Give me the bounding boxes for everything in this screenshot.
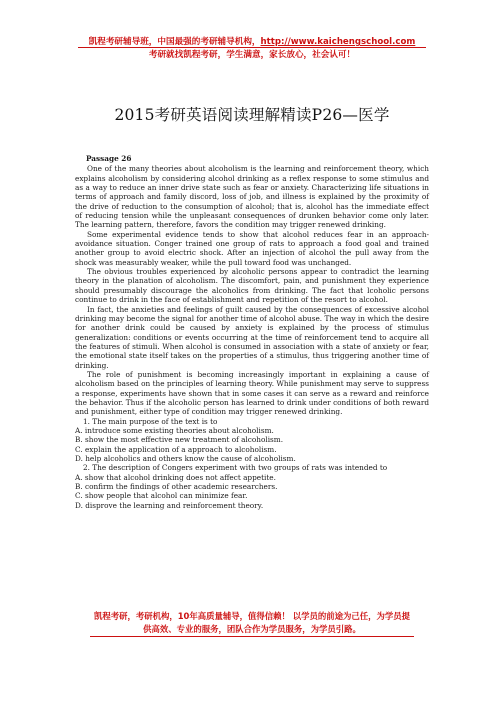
question-2-option-d: D. disprove the learning and reinforcement theory. [75,500,264,510]
question-1-stem: 1. The main purpose of the text is to [83,416,218,426]
paragraph-4: In fact, the anxieties and feelings of guilt caused by the consequences of excessive alcohol drinking may become the signal for another time of alcohol abuse. The way in which the desire for another drink could be caused by anxiety is explained by the process of stimulus generalization: conditions or events occurring at the time of reinforcement tend to acquire all the features of stimuli. When alcohol is consumed in association with a state of anxiety or fear, the emotional state itself takes on the properties of a stimulus, thus triggering another time of drinking. [75,304,429,370]
header-line-2: 考研就找凯程考研，学生满意，家长放心，社会认可！ [148,50,356,60]
paragraph-2: Some experimental evidence tends to show that alcohol reduces fear in an approach-avoidance situation. Conger trained one group of rats to approach a food goal and trained another group to avoid electric shock. After an injection of alcohol the pull away from the shock was measurably weaker, while the pull toward food was unchanged. [75,229,429,267]
paragraph-3: The obvious troubles experienced by alcoholic persons appear to contradict the learning theory in the planation of alcoholism. The discomfort, pain, and punishment they experience should presumably discourage the alcoholics from drinking. The fact that lcoholic persons continue to drink in the face of establishment and repetition of the resort to alcohol. [75,267,429,305]
passage-body [75,154,429,510]
paragraph-5: The role of punishment is becoming increasingly important in explaining a cause of alcoholism based on the principles of learning theory. While punishment may serve to suppress a response, experiments have shown that in some cases it can serve as a reward and reinforce the behavior. Thus if the alcoholic person has learned to drink under conditions of both reward and punishment, either type of condition may trigger renewed drinking. [75,369,429,417]
question-2-option-c: C. show people that alcohol can minimize fear. [75,491,248,501]
header-url-link[interactable]: http://www.kaichengschool.com [260,37,416,47]
header-divider [78,47,426,48]
question-2-option-a: A. show that alcohol drinking does not affect appetite. [75,472,276,482]
footer-line-1: 凯程考研，考研机构，10年高质量辅导，值得信赖！ 以学员的前途为己任，为学员提 [93,611,411,621]
question-2-stem: 2. The description of Congers experiment with two groups of rats was intended to [83,463,388,473]
question-1-option-d: D. help alcoholics and others know the cause of alcoholism. [75,454,296,463]
passage-heading: Passage 26 [86,154,132,163]
footer-line-2: 供高效、专业的服务，团队合作为学员服务，为学员引路。 [143,624,361,634]
page-title: 2015考研英语阅读理解精读P26—医学 [114,106,390,124]
footer-divider [90,636,414,637]
question-2-option-b: B. confirm the findings of other academic researchers. [75,482,278,492]
question-1-option-c: C. explain the application of a approach to alcoholism. [75,444,277,454]
header-slogan: 凯程考研辅导班，中国最强的考研辅导机构， [88,37,261,47]
paragraph-1: One of the many theories about alcoholism is the learning and reinforcement theory, which explains alcoholism by considering alcohol drinking as a reflex response to some stimulus and as a way to reduce an inner drive state such as fear or anxiety. Characterizing life situations in terms of approach and family discord, loss of job, and illness is explained by the proximity of the drive of reduction to the consumption of alcohol; that is, alcohol has the immediate effect of reducing tension while the unpleasant consequences of drunken behavior come only later. The learning pattern, therefore, favors the condition may trigger renewed drinking. [75,164,429,230]
question-1-option-b: B. show the most effective new treatment of alcoholism. [75,435,284,445]
question-1-option-a: A. introduce some existing theories about alcoholism. [75,425,274,435]
